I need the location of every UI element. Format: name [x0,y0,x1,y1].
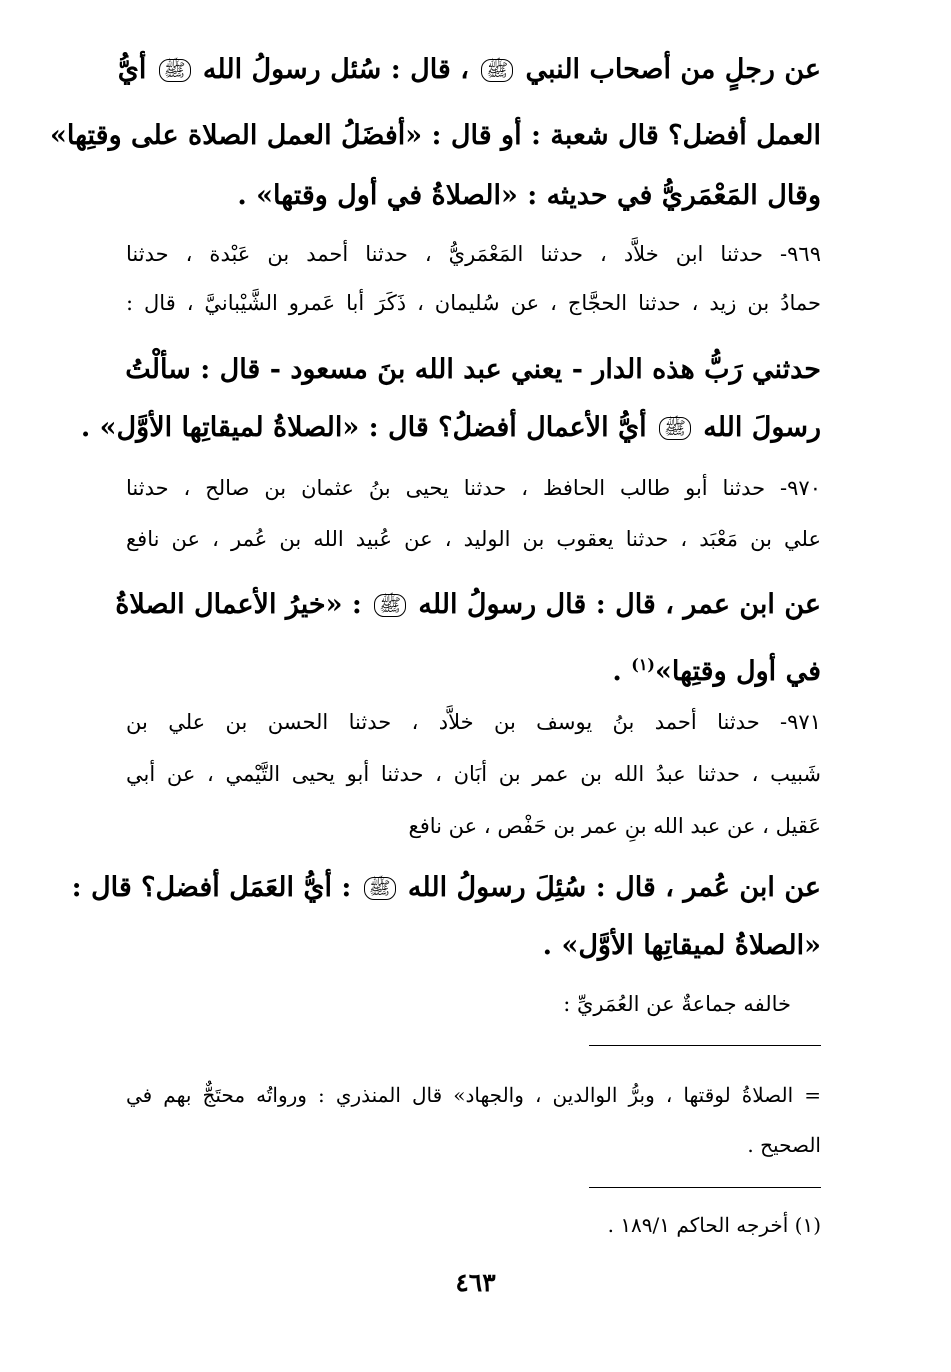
text-line [71,868,821,909]
sallallah-icon: ﷺ [659,417,691,440]
text-segment: : أيُّ العَمَل أفضل؟ قال : [71,872,352,903]
text-line: خالفه جماعةٌ عن العُمَريِّ : [563,992,791,1016]
text-line: ٩٧١- حدثنا أحمد بنُ يوسف بن خلاَّد ، حدثنا الحسن بن علي بن [126,710,821,734]
text-line [126,645,821,692]
text-segment: أيُّ [117,54,147,85]
text-segment: : «خيرُ الأعمال الصلاةُ [115,589,362,620]
sallallah-icon: ﷺ [374,594,406,617]
text-segment: عن ابن عُمر ، قال : سُئِلَ رسولُ الله [407,872,821,903]
text-line [115,585,821,626]
text-line: ٩٦٩- حدثنا ابن خلاَّد ، حدثنا المَعْمَريُّ ، حدثنا أحمد بن عَبْدة ، حدثنا [126,242,821,266]
text-line: حمادُ بن زيد ، حدثنا الحجَّاج ، عن سُليمان ، ذَكَرَ أبا عَمرو الشَّيْبانيَّ ، قال : [126,291,821,315]
text-line: شَبيب ، حدثنا عبدُ الله بن عمر بن أبَان ، حدثنا أبو يحيى التَّيْمي ، عن أبي [126,762,821,786]
text-line: حدثني رَبُّ هذه الدار - يعني عبد الله بنَ مسعود - قال : سألْتُ [125,354,821,385]
text-line: العمل أفضل؟ قال شعبة : أو قال : «أفضَلُ العمل الصلاة على وقتِها» [49,120,821,151]
footnote-divider [589,1045,821,1046]
text-segment: ، قال : سُئل رسولُ الله [202,54,469,85]
text-segment: عن رجلٍ من أصحاب النبي [525,54,821,85]
text-line: وقال المَعْمَريُّ في حديثه : «الصلاةُ في أول وقتها» . [237,180,821,211]
text-line: «الصلاةُ لميقاتِها الأوَّل» . [542,930,821,961]
sallallah-icon: ﷺ [364,877,396,900]
text-segment: في أول وقتِها» [654,656,821,687]
text-segment: رسولَ الله [703,412,821,443]
footnote-divider [589,1187,821,1188]
text-segment: أيُّ الأعمال أفضلُ؟ قال : «الصلاةُ لميقاتِها الأوَّل» . [80,412,647,443]
text-segment: عن ابن عمر ، قال : قال رسولُ الله [418,589,821,620]
footnote-line: = الصلاةُ لوقتها ، وبرُّ الوالدين ، والجهاد» قال المنذري : ورواتُه محتَجٌّ بهم في [126,1083,821,1107]
text-line: علي بن مَعْبَد ، حدثنا يعقوب بن الوليد ، عن عُبيد الله بن عُمر ، عن نافع [126,527,821,551]
text-line: ٩٧٠- حدثنا أبو طالب الحافظ ، حدثنا يحيى بنُ عثمان بن صالح ، حدثنا [126,476,821,500]
text-line: عَقيل ، عن عبد الله بنِ عمر بن حَفْص ، عن نافع [408,814,821,838]
page-number: ٤٦٣ [455,1268,496,1297]
text-line [117,50,821,91]
text-line [80,408,821,449]
footnote-line: الصحيح . [747,1133,821,1157]
sallallah-icon: ﷺ [481,59,513,82]
sallallah-icon: ﷺ [159,59,191,82]
text-segment: . [612,656,632,687]
footnote-line: (١) أخرجه الحاكم ١٨٩/١ . [607,1213,821,1237]
footnote-marker: (١) [631,655,655,674]
